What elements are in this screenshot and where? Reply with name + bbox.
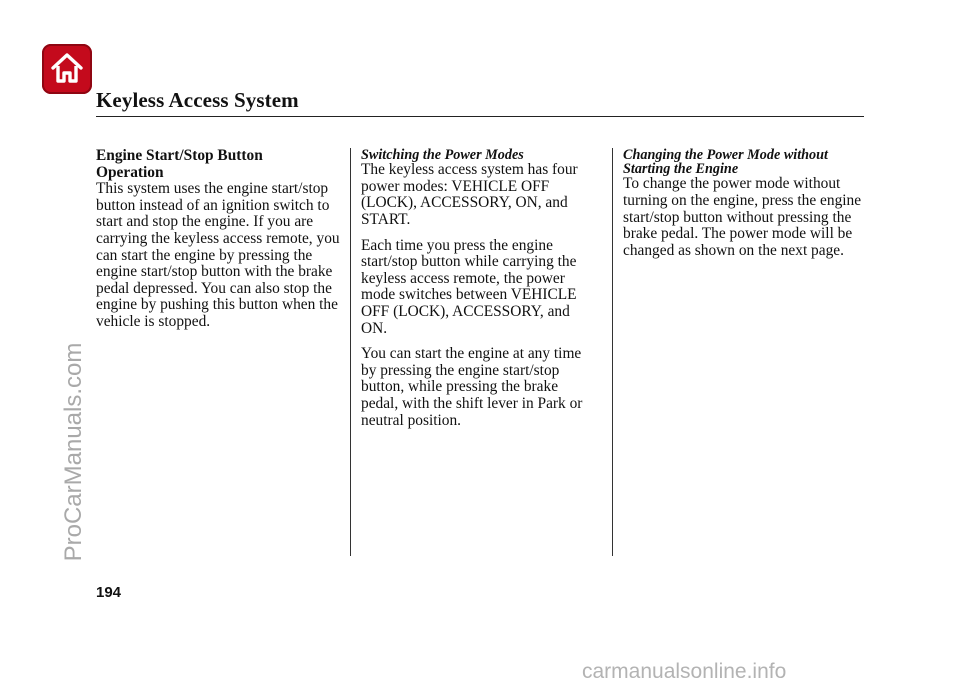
heading-engine-start-stop: [96, 148, 341, 181]
heading-line-2: Starting the Engine: [623, 161, 739, 178]
paragraph-power-modes-3: You can start the engine at any time by pressing the engine start/stop button, while pressing the brake pedal, with the shift lever in Park or neutral position.: [361, 345, 583, 429]
column-change-power-mode: [623, 148, 863, 268]
heading-line-1: Changing the Power Mode without: [623, 147, 828, 163]
paragraph-power-modes-1: The keyless access system has four power modes: VEHICLE OFF (LOCK), ACCESSORY, ON, and START.: [361, 161, 578, 228]
paragraph-power-modes-2: Each time you press the engine start/stop button while carrying the keyless access remote, the power mode switches between VEHICLE OFF (LOCK), ACCESSORY, and ON.: [361, 236, 577, 337]
bottom-watermark: carmanualsonline.info: [582, 660, 787, 683]
column-power-modes: [361, 148, 596, 438]
heading-switching-power-modes: Switching the Power Modes: [361, 147, 524, 163]
page-number: 194: [96, 584, 122, 601]
heading-line-2: Operation: [96, 163, 164, 181]
side-watermark: ProCarManuals.com: [60, 342, 87, 562]
paragraph-engine-start-stop: This system uses the engine start/stop button instead of an ignition switch to start and stop the engine. If you are carrying the keyless access remote, you can start the engine by pressing the engine start/stop button with the brake pedal depressed. You can also stop the engine by pushing this button when the vehicle is stopped.: [96, 180, 340, 330]
column-divider-1: [350, 148, 351, 556]
column-divider-2: [612, 148, 613, 556]
header-divider: [96, 116, 864, 117]
section-title[interactable]: Keyless Access System: [96, 88, 299, 112]
home-button[interactable]: [42, 44, 92, 94]
paragraph-change-power-mode: To change the power mode without turning on the engine, press the engine start/stop button without pressing the brake pedal. The power mode will be changed as shown on the next page.: [623, 175, 862, 259]
column-engine-start-stop: [96, 148, 341, 340]
heading-changing-power-mode: [623, 148, 863, 176]
heading-line-1: Engine Start/Stop Button: [96, 147, 263, 164]
home-icon: [49, 50, 85, 86]
